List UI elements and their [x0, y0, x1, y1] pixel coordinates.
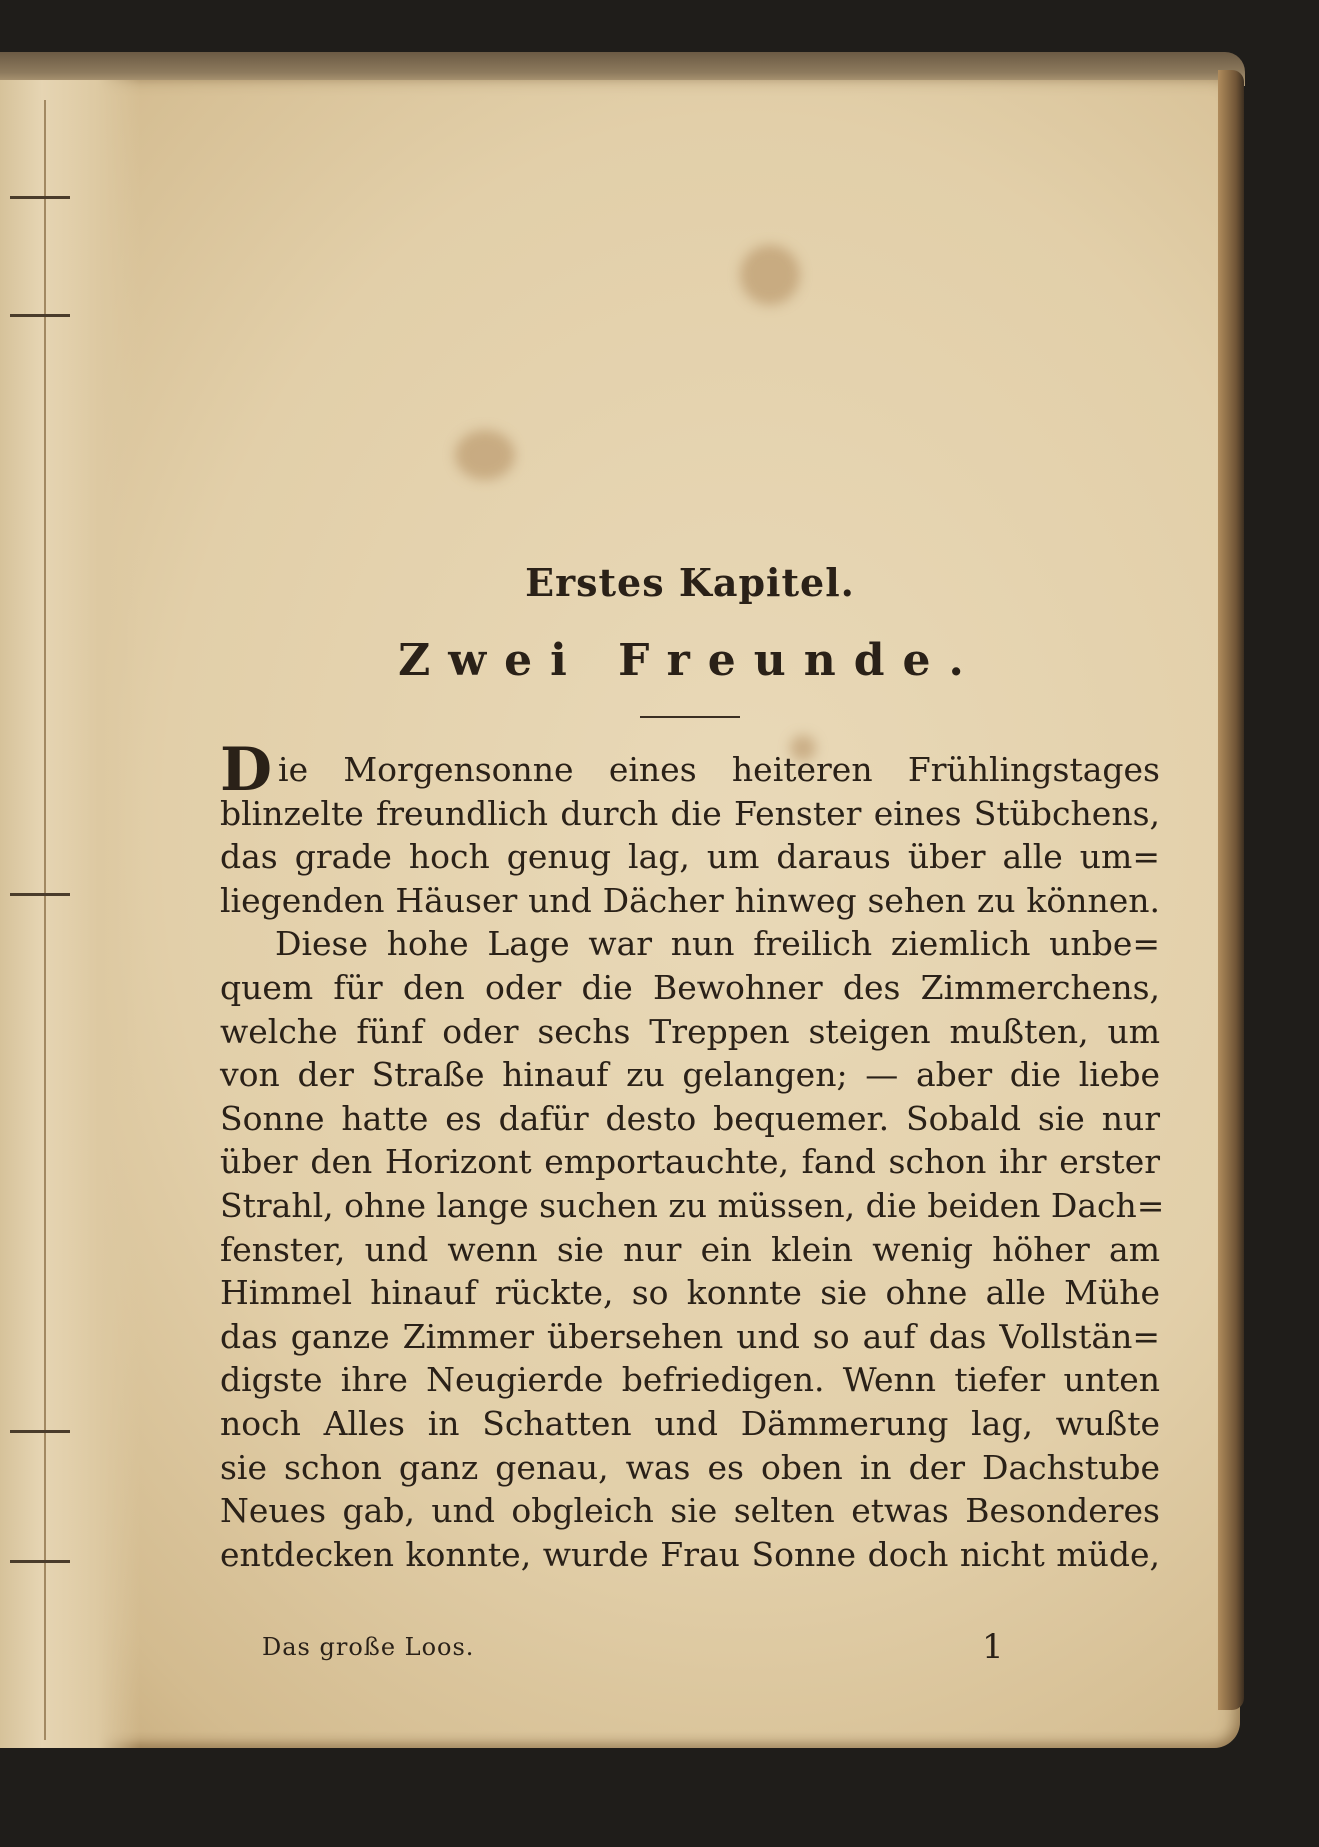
text-line: das grade hoch genug lag, um daraus über alle um= — [220, 837, 1160, 877]
text-line: quem für den oder die Bewohner des Zimmerchens, — [220, 967, 1160, 1007]
page-number: 1 — [982, 1627, 1004, 1667]
text-line: das ganze Zimmer übersehen und so auf das Vollstän= — [220, 1316, 1160, 1356]
page-right-edge — [1218, 70, 1244, 1710]
page-gutter — [0, 80, 140, 1748]
text-line: Strahl, ohne lange suchen zu müssen, die beiden Dach= — [220, 1185, 1165, 1225]
title-rule — [640, 716, 740, 718]
text-line: fenster, und wenn sie nur ein klein wenig höher am — [220, 1229, 1160, 1269]
text-line: Neues gab, und obgleich sie selten etwas Besonderes — [220, 1491, 1160, 1531]
text-line: noch Alles in Schatten und Dämmerung lag, wußte — [220, 1403, 1160, 1443]
text-line: Himmel hinauf rückte, so konnte sie ohne alle Mühe — [220, 1273, 1160, 1313]
paragraph-2 — [220, 922, 1165, 1576]
binding-stitch — [10, 196, 70, 199]
signature-mark: Das große Loos. — [262, 1633, 475, 1661]
text-line: digste ihre Neugierde befriedigen. Wenn tiefer unten — [220, 1360, 1160, 1400]
text-line: über den Horizont emportauchte, fand schon ihr erster — [220, 1142, 1160, 1182]
text-line: blinzelte freundlich durch die Fenster eines Stübchens, — [220, 793, 1160, 833]
text-block — [220, 560, 1165, 1576]
gutter-fold-line — [44, 100, 46, 1740]
binding-stitch — [10, 893, 70, 896]
chapter-number: Erstes Kapitel. — [525, 560, 855, 605]
paper-stain — [740, 245, 800, 305]
drop-cap: D — [220, 735, 273, 805]
text-line: liegenden Häuser und Dächer hinweg sehen zu können. — [220, 880, 1160, 920]
paper-stain — [455, 430, 515, 480]
text-line: ie Morgensonne eines heiteren Frühlingstages — [278, 750, 1160, 789]
text-line: welche fünf oder sechs Treppen steigen mußten, um — [220, 1011, 1160, 1051]
chapter-title: Zwei Freunde. — [398, 635, 982, 686]
binding-stitch — [10, 314, 70, 317]
paragraph-1 — [220, 735, 1160, 922]
binding-stitch — [10, 1430, 70, 1433]
text-line: sie schon ganz genau, was es oben in der Dachstube — [220, 1447, 1160, 1487]
text-line: Diese hohe Lage war nun freilich ziemlich unbe= — [275, 924, 1160, 964]
text-line: von der Straße hinauf zu gelangen; — aber die liebe — [220, 1055, 1160, 1095]
text-line: Sonne hatte es dafür desto bequemer. Sobald sie nur — [220, 1098, 1160, 1138]
binding-stitch — [10, 1560, 70, 1563]
text-line: entdecken konnte, wurde Frau Sonne doch nicht müde, — [220, 1534, 1160, 1574]
